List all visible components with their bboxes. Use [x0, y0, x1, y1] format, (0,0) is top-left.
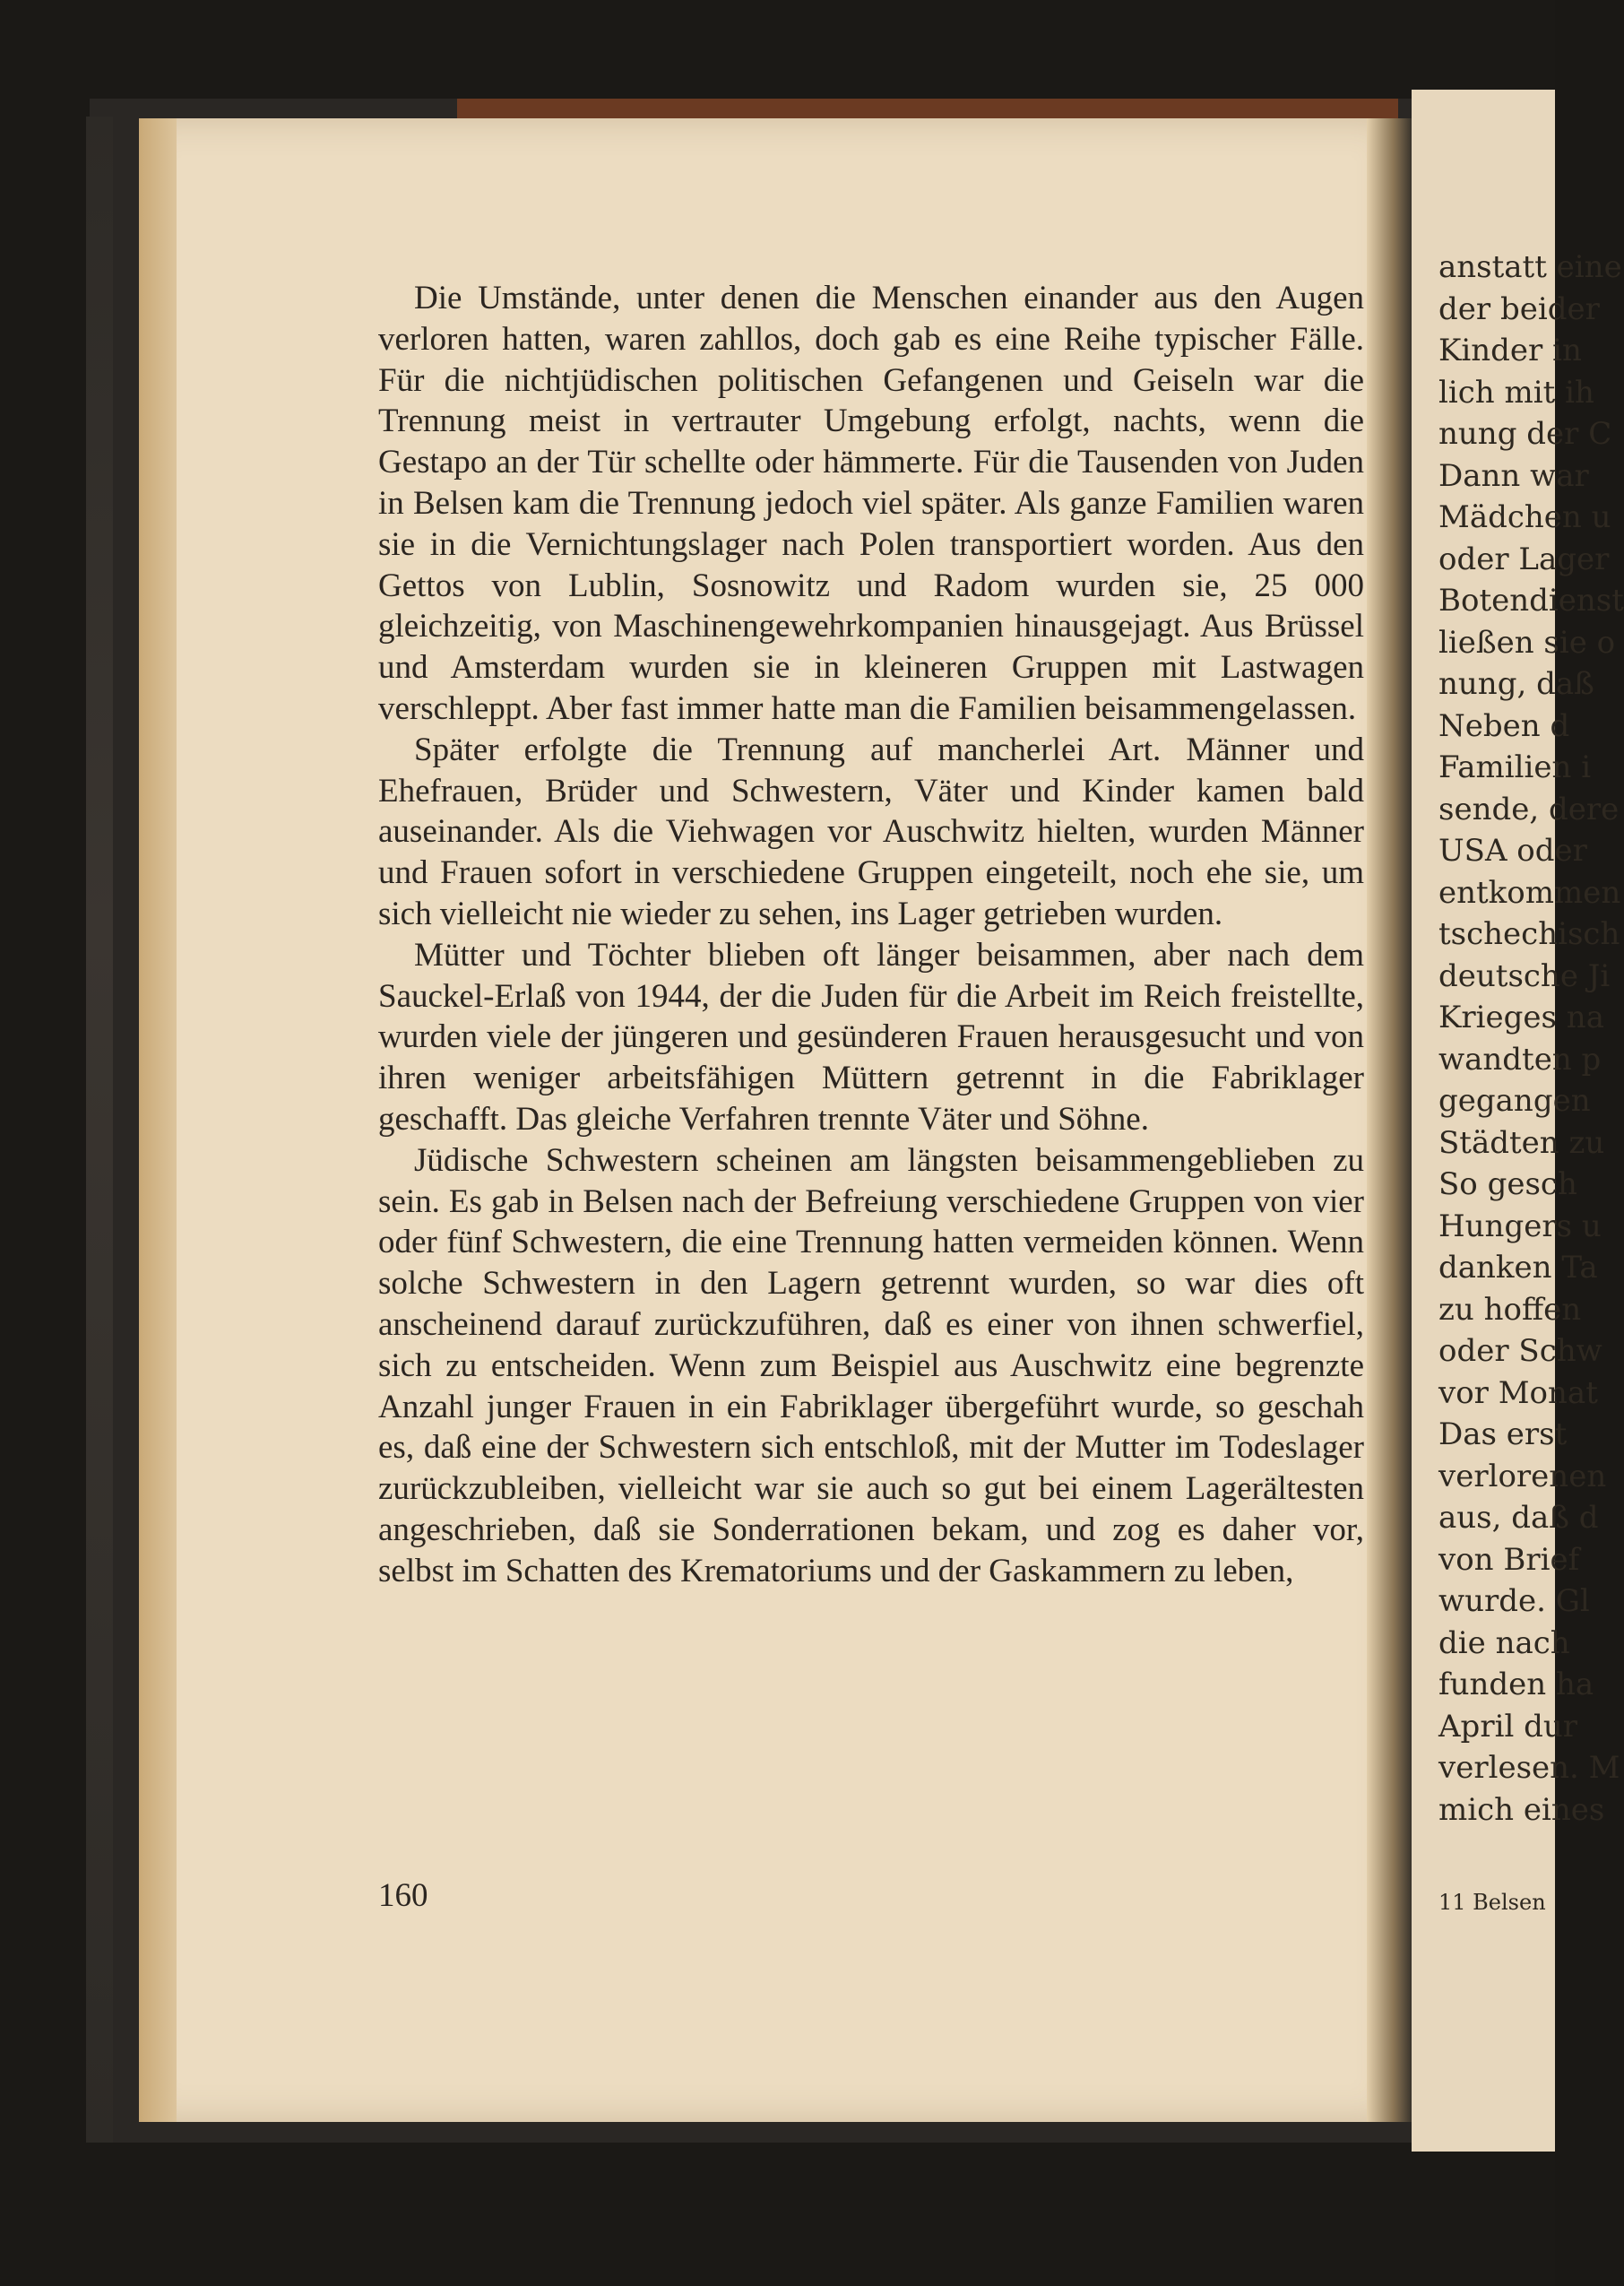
facing-line: USA oder [1438, 833, 1587, 869]
facing-line: nung, daß [1438, 666, 1594, 702]
facing-line: deutsche Ji [1438, 957, 1611, 994]
facing-page [1412, 90, 1624, 2152]
facing-line: Kinder in [1438, 333, 1582, 368]
paragraph: Später erfolgte die Trennung auf mancherlei Art. Männer und Ehefrauen, Brüder und Schwestern, Väter und Kinder kamen bald auseinander. Als die Viehwagen vor Auschwitz hielten, wurden Männer und Frauen sofort in verschiedene Gruppen eingeteilt, noch ehe sie, um sich vielleicht nie wieder zu sehen, ins Lager getrieben wurden. [378, 731, 1364, 932]
paragraph: Die Umstände, unter denen die Menschen einander aus den Augen verloren hatten, waren zahllos, doch gab es eine Reihe typischer Fälle. Für die nichtjüdischen politischen Gefangenen und Geiseln war die Trennung meist in vertrauter Umgebung erfolgt, nachts, wenn die Gestapo an der Tür schellte oder hämmerte. Für die Tausenden von Juden in Belsen kam die Trennung jedoch viel später. Als ganze Familien waren sie in die Vernichtungslager nach Polen transportiert worden. Aus den Gettos von Lublin, Sosnowitz und Radom wurden sie, 25 000 gleichzeitig, von Maschinengewehrkompanien hinausgejagt. Aus Brüssel und Amsterdam wurden sie in kleineren Gruppen mit Lastwagen verschleppt. Aber fast immer hatte man die Familien beisammengelassen. [378, 280, 1364, 727]
facing-line: gegangen [1438, 1083, 1591, 1119]
facing-line: April dur [1438, 1708, 1578, 1745]
facing-line: entkommen [1438, 874, 1621, 911]
facing-line: nung der C [1438, 416, 1612, 452]
facing-line: zu hoffen [1438, 1291, 1582, 1328]
facing-line: verlorenen [1438, 1458, 1607, 1494]
book-edge [86, 117, 113, 2143]
facing-line: sende, dere [1438, 791, 1620, 827]
facing-line: Dann war [1438, 457, 1589, 494]
facing-line: wurde. Gl [1438, 1583, 1590, 1619]
facing-line: Botendienst [1438, 583, 1624, 619]
facing-line: So gesch [1438, 1166, 1577, 1202]
facing-line: Das erst [1438, 1416, 1568, 1452]
paragraph: Jüdische Schwestern scheinen am längsten beisammengeblieben zu sein. Es gab in Belsen nach der Befreiung verschiedene Gruppen von vier oder fünf Schwestern, die eine Trennung hatten vermeiden können. Wenn solche Schwestern in den Lagern getrennt wurden, so war dies oft anscheinend darauf zurückzuführen, daß es einer von ihnen schwerfiel, sich zu entscheiden. Wenn zum Beispiel aus Auschwitz eine begrenzte Anzahl junger Frauen in ein Fabriklager übergeführt wurde, so geschah es, daß eine der Schwestern sich entschloß, mit der Mutter im Todeslager zurückzubleiben, vielleicht war sie auch so gut bei einem Lagerältesten angeschrieben, daß sie Sonderrationen bekam, und zog es daher vor, selbst im Schatten des Krematoriums und der Gaskammern zu leben, [378, 1141, 1364, 1589]
facing-line: verlesen. M [1438, 1750, 1620, 1786]
facing-line: von Brief [1438, 1541, 1580, 1578]
facing-line: Hungers u [1438, 1208, 1602, 1244]
facing-line: die nach [1438, 1624, 1570, 1661]
facing-line: Neben d [1438, 707, 1570, 744]
facing-line: oder Schw [1438, 1333, 1602, 1369]
facing-line: lich mit ih [1438, 374, 1594, 411]
page-number: 160 [378, 1877, 428, 1914]
facing-page-folio: 11 Belsen [1438, 1890, 1546, 1915]
facing-page-text [1438, 247, 1624, 1831]
facing-line: danken Ta [1438, 1250, 1598, 1286]
facing-line: Familien i [1438, 749, 1592, 785]
facing-line: Krieges na [1438, 1000, 1604, 1035]
facing-line: anstatt eine [1438, 249, 1622, 285]
facing-line: oder Lager [1438, 541, 1610, 577]
facing-line: aus, daß d [1438, 1500, 1599, 1536]
facing-line: tschechisch [1438, 916, 1620, 952]
book-gutter [1367, 118, 1412, 2122]
facing-line: funden ha [1438, 1667, 1594, 1702]
facing-line: ließen sie o [1438, 624, 1616, 661]
paragraph: Mütter und Töchter blieben oft länger beisammen, aber nach dem Sauckel-Erlaß von 1944, der die Juden für die Arbeit im Reich freistellte, wurden viele der jüngeren und gesünderen Frauen herausgesucht und von ihren weniger arbeitsfähigen Müttern getrennt in die Fabriklager geschafft. Das gleiche Verfahren trennte Väter und Söhne. [378, 936, 1364, 1138]
page-edge-shadow [139, 118, 177, 2122]
facing-line: Mädchen u [1438, 499, 1611, 535]
body-text [378, 278, 1364, 1592]
facing-line: Städten zu [1438, 1124, 1605, 1161]
facing-line: wandten p [1438, 1041, 1602, 1078]
facing-line: vor Monat [1438, 1374, 1598, 1411]
facing-line: mich eines [1438, 1791, 1605, 1828]
facing-line: der beider [1438, 290, 1600, 327]
